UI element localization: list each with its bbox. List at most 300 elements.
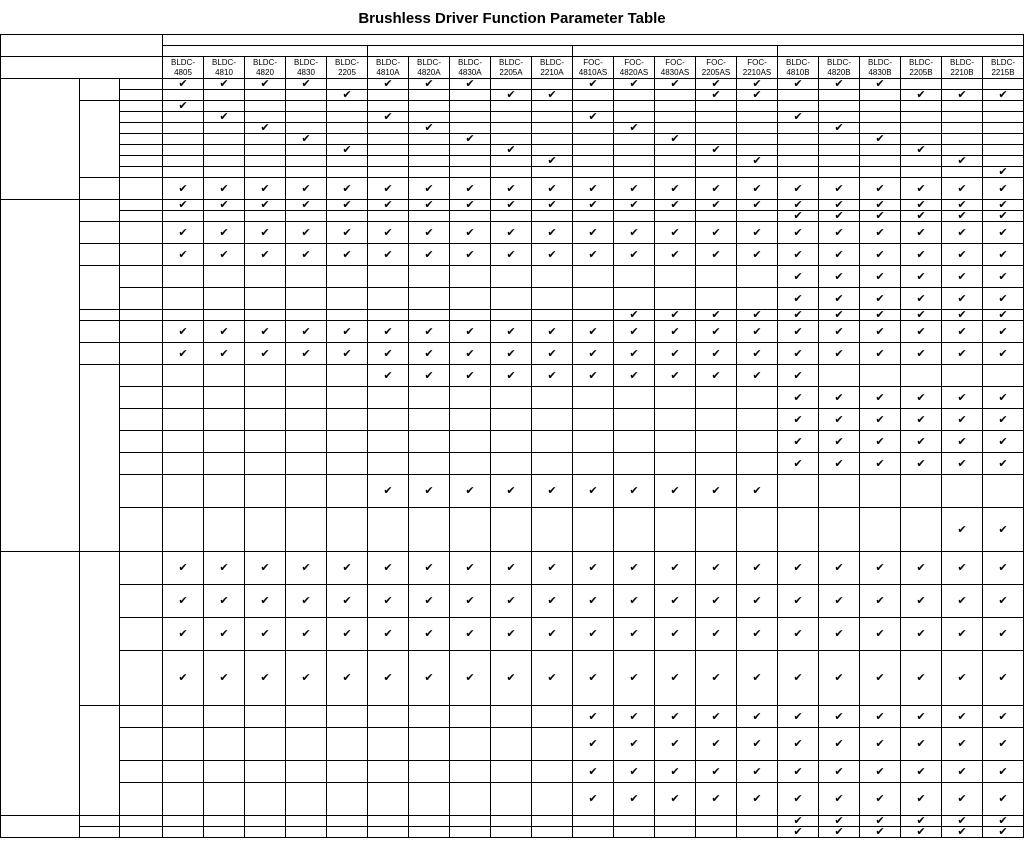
empty-cell xyxy=(327,211,368,222)
sub-label xyxy=(120,508,163,552)
empty-cell xyxy=(532,211,573,222)
empty-cell xyxy=(409,453,450,475)
empty-cell xyxy=(409,156,450,167)
check-mark: ✔ xyxy=(573,761,614,783)
check-mark: ✔ xyxy=(491,244,532,266)
drive-model-header xyxy=(163,35,1024,46)
check-mark: ✔ xyxy=(491,618,532,651)
empty-cell xyxy=(204,827,245,838)
check-mark: ✔ xyxy=(532,475,573,508)
empty-cell xyxy=(450,508,491,552)
empty-cell xyxy=(204,783,245,816)
empty-cell xyxy=(491,387,532,409)
check-mark: ✔ xyxy=(450,134,491,145)
check-mark: ✔ xyxy=(286,178,327,200)
empty-cell xyxy=(163,453,204,475)
check-mark: ✔ xyxy=(778,244,819,266)
check-mark: ✔ xyxy=(983,409,1024,431)
model-name-part: BLDC- xyxy=(991,57,1016,67)
check-mark: ✔ xyxy=(163,618,204,651)
check-mark: ✔ xyxy=(204,651,245,706)
check-mark: ✔ xyxy=(983,651,1024,706)
check-mark: ✔ xyxy=(696,475,737,508)
empty-cell xyxy=(737,123,778,134)
empty-cell xyxy=(614,134,655,145)
check-mark: ✔ xyxy=(737,90,778,101)
check-mark: ✔ xyxy=(819,310,860,321)
check-mark: ✔ xyxy=(204,585,245,618)
check-mark: ✔ xyxy=(737,618,778,651)
empty-cell xyxy=(573,409,614,431)
empty-cell xyxy=(860,156,901,167)
check-mark: ✔ xyxy=(655,244,696,266)
model-name-part: 2205B xyxy=(909,67,933,77)
check-mark: ✔ xyxy=(163,552,204,585)
sub-label xyxy=(120,211,163,222)
check-mark: ✔ xyxy=(163,79,204,90)
check-mark: ✔ xyxy=(409,343,450,365)
empty-cell xyxy=(204,409,245,431)
model-name-part: BLDC- xyxy=(252,57,277,67)
check-mark: ✔ xyxy=(696,178,737,200)
check-mark: ✔ xyxy=(491,145,532,156)
model-name-part: 2210A xyxy=(540,67,564,77)
empty-cell xyxy=(655,167,696,178)
check-mark: ✔ xyxy=(532,321,573,343)
empty-cell xyxy=(491,783,532,816)
empty-cell xyxy=(409,288,450,310)
empty-cell xyxy=(942,145,983,156)
check-mark: ✔ xyxy=(819,431,860,453)
check-mark: ✔ xyxy=(368,343,409,365)
check-mark: ✔ xyxy=(286,585,327,618)
empty-cell xyxy=(204,365,245,387)
empty-cell xyxy=(655,266,696,288)
check-mark: ✔ xyxy=(163,651,204,706)
check-mark: ✔ xyxy=(409,178,450,200)
check-mark: ✔ xyxy=(655,728,696,761)
check-mark: ✔ xyxy=(573,475,614,508)
empty-cell xyxy=(696,288,737,310)
empty-cell xyxy=(573,145,614,156)
check-mark: ✔ xyxy=(860,387,901,409)
check-mark: ✔ xyxy=(655,134,696,145)
model-name-part: 4820 xyxy=(256,67,274,77)
check-mark: ✔ xyxy=(778,816,819,827)
check-mark: ✔ xyxy=(737,310,778,321)
check-mark: ✔ xyxy=(983,321,1024,343)
empty-cell xyxy=(368,266,409,288)
check-mark: ✔ xyxy=(655,343,696,365)
check-mark: ✔ xyxy=(983,387,1024,409)
check-mark: ✔ xyxy=(450,79,491,90)
empty-cell xyxy=(573,816,614,827)
empty-cell xyxy=(532,288,573,310)
empty-cell xyxy=(491,310,532,321)
empty-cell xyxy=(983,101,1024,112)
check-mark: ✔ xyxy=(737,706,778,728)
empty-cell xyxy=(327,167,368,178)
check-mark: ✔ xyxy=(819,816,860,827)
empty-cell xyxy=(286,112,327,123)
sub-label xyxy=(120,706,163,728)
model-header xyxy=(942,57,983,79)
check-mark: ✔ xyxy=(450,222,491,244)
check-mark: ✔ xyxy=(901,244,942,266)
check-mark: ✔ xyxy=(778,761,819,783)
empty-cell xyxy=(245,827,286,838)
check-mark: ✔ xyxy=(204,618,245,651)
check-mark: ✔ xyxy=(778,409,819,431)
empty-cell xyxy=(573,508,614,552)
empty-cell xyxy=(614,453,655,475)
empty-cell xyxy=(491,266,532,288)
model-header xyxy=(737,57,778,79)
check-mark: ✔ xyxy=(860,453,901,475)
check-mark: ✔ xyxy=(860,552,901,585)
check-mark: ✔ xyxy=(409,200,450,211)
check-mark: ✔ xyxy=(368,651,409,706)
empty-cell xyxy=(737,211,778,222)
empty-cell xyxy=(532,827,573,838)
model-header xyxy=(532,57,573,79)
sub-label xyxy=(120,431,163,453)
check-mark: ✔ xyxy=(204,178,245,200)
model-name-part: BLDC- xyxy=(293,57,318,67)
nsp-header xyxy=(1,57,163,79)
empty-cell xyxy=(614,167,655,178)
empty-cell xyxy=(245,266,286,288)
empty-cell xyxy=(286,728,327,761)
sub-label xyxy=(120,244,163,266)
check-mark: ✔ xyxy=(778,321,819,343)
check-mark: ✔ xyxy=(532,222,573,244)
empty-cell xyxy=(573,431,614,453)
check-mark: ✔ xyxy=(737,178,778,200)
empty-cell xyxy=(860,112,901,123)
group-label xyxy=(80,222,120,244)
model-header xyxy=(368,57,409,79)
model-name-part: BLDC- xyxy=(416,57,441,67)
check-mark: ✔ xyxy=(901,552,942,585)
check-mark: ✔ xyxy=(368,79,409,90)
check-mark: ✔ xyxy=(491,343,532,365)
check-mark: ✔ xyxy=(327,585,368,618)
empty-cell xyxy=(163,431,204,453)
empty-cell xyxy=(368,156,409,167)
check-mark: ✔ xyxy=(450,585,491,618)
check-mark: ✔ xyxy=(983,178,1024,200)
empty-cell xyxy=(778,145,819,156)
model-name-part: 4830A xyxy=(458,67,482,77)
empty-cell xyxy=(286,90,327,101)
empty-cell xyxy=(409,112,450,123)
check-mark: ✔ xyxy=(573,783,614,816)
check-mark: ✔ xyxy=(983,211,1024,222)
check-mark: ✔ xyxy=(573,112,614,123)
empty-cell xyxy=(368,101,409,112)
check-mark: ✔ xyxy=(860,409,901,431)
check-mark: ✔ xyxy=(737,222,778,244)
model-name-part: 2205 xyxy=(338,67,356,77)
check-mark: ✔ xyxy=(368,585,409,618)
check-mark: ✔ xyxy=(737,651,778,706)
empty-cell xyxy=(245,145,286,156)
check-mark: ✔ xyxy=(983,585,1024,618)
check-mark: ✔ xyxy=(655,321,696,343)
check-mark: ✔ xyxy=(901,178,942,200)
check-mark: ✔ xyxy=(573,728,614,761)
empty-cell xyxy=(204,156,245,167)
empty-cell xyxy=(737,145,778,156)
check-mark: ✔ xyxy=(655,200,696,211)
empty-cell xyxy=(491,431,532,453)
empty-cell xyxy=(491,816,532,827)
empty-cell xyxy=(368,783,409,816)
check-mark: ✔ xyxy=(245,321,286,343)
empty-cell xyxy=(860,475,901,508)
check-mark: ✔ xyxy=(204,112,245,123)
empty-cell xyxy=(409,90,450,101)
empty-cell xyxy=(286,475,327,508)
check-mark: ✔ xyxy=(778,211,819,222)
empty-cell xyxy=(696,431,737,453)
check-mark: ✔ xyxy=(368,321,409,343)
check-mark: ✔ xyxy=(614,178,655,200)
sub-label xyxy=(120,585,163,618)
empty-cell xyxy=(163,123,204,134)
check-mark: ✔ xyxy=(655,761,696,783)
empty-cell xyxy=(286,783,327,816)
empty-cell xyxy=(450,706,491,728)
check-mark: ✔ xyxy=(409,79,450,90)
empty-cell xyxy=(286,365,327,387)
empty-cell xyxy=(655,409,696,431)
check-mark: ✔ xyxy=(778,783,819,816)
sub-label xyxy=(120,123,163,134)
check-mark: ✔ xyxy=(860,431,901,453)
empty-cell xyxy=(696,134,737,145)
empty-cell xyxy=(245,156,286,167)
empty-cell xyxy=(245,508,286,552)
check-mark: ✔ xyxy=(245,200,286,211)
empty-cell xyxy=(532,387,573,409)
empty-cell xyxy=(245,706,286,728)
model-header xyxy=(819,57,860,79)
check-mark: ✔ xyxy=(860,321,901,343)
check-mark: ✔ xyxy=(983,288,1024,310)
check-mark: ✔ xyxy=(368,365,409,387)
check-mark: ✔ xyxy=(491,90,532,101)
empty-cell xyxy=(163,288,204,310)
check-mark: ✔ xyxy=(983,761,1024,783)
check-mark: ✔ xyxy=(163,101,204,112)
empty-cell xyxy=(737,266,778,288)
check-mark: ✔ xyxy=(573,365,614,387)
empty-cell xyxy=(286,266,327,288)
empty-cell xyxy=(860,167,901,178)
empty-cell xyxy=(368,827,409,838)
check-mark: ✔ xyxy=(327,145,368,156)
sub-label xyxy=(120,761,163,783)
sub-label xyxy=(120,651,163,706)
empty-cell xyxy=(614,156,655,167)
check-mark: ✔ xyxy=(614,618,655,651)
check-mark: ✔ xyxy=(327,178,368,200)
empty-cell xyxy=(573,310,614,321)
check-mark: ✔ xyxy=(819,178,860,200)
check-mark: ✔ xyxy=(778,453,819,475)
empty-cell xyxy=(368,453,409,475)
empty-cell xyxy=(245,365,286,387)
empty-cell xyxy=(778,156,819,167)
model-name-part: FOC- xyxy=(665,57,685,67)
model-header xyxy=(901,57,942,79)
check-mark: ✔ xyxy=(737,200,778,211)
empty-cell xyxy=(614,90,655,101)
empty-cell xyxy=(245,310,286,321)
check-mark: ✔ xyxy=(532,651,573,706)
empty-cell xyxy=(983,145,1024,156)
empty-cell xyxy=(409,827,450,838)
check-mark: ✔ xyxy=(409,123,450,134)
group-label xyxy=(80,79,120,101)
sub-label xyxy=(120,101,163,112)
model-name-part: BLDC- xyxy=(375,57,400,67)
empty-cell xyxy=(614,431,655,453)
check-mark: ✔ xyxy=(819,409,860,431)
check-mark: ✔ xyxy=(245,585,286,618)
empty-cell xyxy=(327,475,368,508)
check-mark: ✔ xyxy=(573,651,614,706)
empty-cell xyxy=(901,134,942,145)
empty-cell xyxy=(655,387,696,409)
empty-cell xyxy=(696,387,737,409)
check-mark: ✔ xyxy=(532,200,573,211)
check-mark: ✔ xyxy=(737,244,778,266)
empty-cell xyxy=(942,123,983,134)
empty-cell xyxy=(163,728,204,761)
empty-cell xyxy=(860,90,901,101)
check-mark: ✔ xyxy=(327,343,368,365)
empty-cell xyxy=(942,101,983,112)
empty-cell xyxy=(409,134,450,145)
check-mark: ✔ xyxy=(532,244,573,266)
check-mark: ✔ xyxy=(942,706,983,728)
empty-cell xyxy=(327,508,368,552)
sub-label xyxy=(120,783,163,816)
empty-cell xyxy=(983,112,1024,123)
empty-cell xyxy=(532,266,573,288)
check-mark: ✔ xyxy=(860,211,901,222)
check-mark: ✔ xyxy=(901,211,942,222)
check-mark: ✔ xyxy=(819,244,860,266)
check-mark: ✔ xyxy=(983,343,1024,365)
empty-cell xyxy=(245,101,286,112)
empty-cell xyxy=(614,211,655,222)
empty-cell xyxy=(204,816,245,827)
empty-cell xyxy=(573,90,614,101)
check-mark: ✔ xyxy=(942,585,983,618)
empty-cell xyxy=(778,508,819,552)
check-mark: ✔ xyxy=(327,200,368,211)
empty-cell xyxy=(778,90,819,101)
check-mark: ✔ xyxy=(573,178,614,200)
check-mark: ✔ xyxy=(450,618,491,651)
check-mark: ✔ xyxy=(655,618,696,651)
check-mark: ✔ xyxy=(860,79,901,90)
check-mark: ✔ xyxy=(901,343,942,365)
check-mark: ✔ xyxy=(655,552,696,585)
empty-cell xyxy=(532,134,573,145)
model-name-part: 4830B xyxy=(868,67,892,77)
empty-cell xyxy=(737,508,778,552)
empty-cell xyxy=(450,827,491,838)
empty-cell xyxy=(450,761,491,783)
check-mark: ✔ xyxy=(860,178,901,200)
empty-cell xyxy=(450,288,491,310)
check-mark: ✔ xyxy=(942,200,983,211)
empty-cell xyxy=(163,90,204,101)
check-mark: ✔ xyxy=(737,783,778,816)
empty-cell xyxy=(737,387,778,409)
check-mark: ✔ xyxy=(491,200,532,211)
check-mark: ✔ xyxy=(532,156,573,167)
model-name-part: BLDC- xyxy=(170,57,195,67)
check-mark: ✔ xyxy=(614,321,655,343)
empty-cell xyxy=(204,310,245,321)
check-mark: ✔ xyxy=(942,288,983,310)
check-mark: ✔ xyxy=(696,90,737,101)
check-mark: ✔ xyxy=(245,178,286,200)
empty-cell xyxy=(532,453,573,475)
empty-cell xyxy=(245,783,286,816)
check-mark: ✔ xyxy=(778,200,819,211)
empty-cell xyxy=(409,211,450,222)
empty-cell xyxy=(696,453,737,475)
check-mark: ✔ xyxy=(819,651,860,706)
series-header xyxy=(163,46,368,57)
empty-cell xyxy=(491,508,532,552)
empty-cell xyxy=(532,431,573,453)
group-label xyxy=(80,365,120,552)
check-mark: ✔ xyxy=(983,706,1024,728)
empty-cell xyxy=(245,134,286,145)
empty-cell xyxy=(942,79,983,90)
empty-cell xyxy=(819,167,860,178)
sub-label xyxy=(120,387,163,409)
sub-label xyxy=(120,475,163,508)
model-header xyxy=(163,57,204,79)
check-mark: ✔ xyxy=(983,552,1024,585)
empty-cell xyxy=(614,266,655,288)
check-mark: ✔ xyxy=(286,244,327,266)
check-mark: ✔ xyxy=(368,200,409,211)
model-name-part: 2205AS xyxy=(701,67,731,77)
check-mark: ✔ xyxy=(983,244,1024,266)
check-mark: ✔ xyxy=(737,728,778,761)
model-name-part: BLDC- xyxy=(826,57,851,67)
check-mark: ✔ xyxy=(327,244,368,266)
empty-cell xyxy=(737,409,778,431)
sub-label xyxy=(120,343,163,365)
check-mark: ✔ xyxy=(983,728,1024,761)
model-name-part: 2215B xyxy=(991,67,1015,77)
check-mark: ✔ xyxy=(819,343,860,365)
model-name-part: BLDC- xyxy=(949,57,974,67)
empty-cell xyxy=(737,288,778,310)
empty-cell xyxy=(942,475,983,508)
